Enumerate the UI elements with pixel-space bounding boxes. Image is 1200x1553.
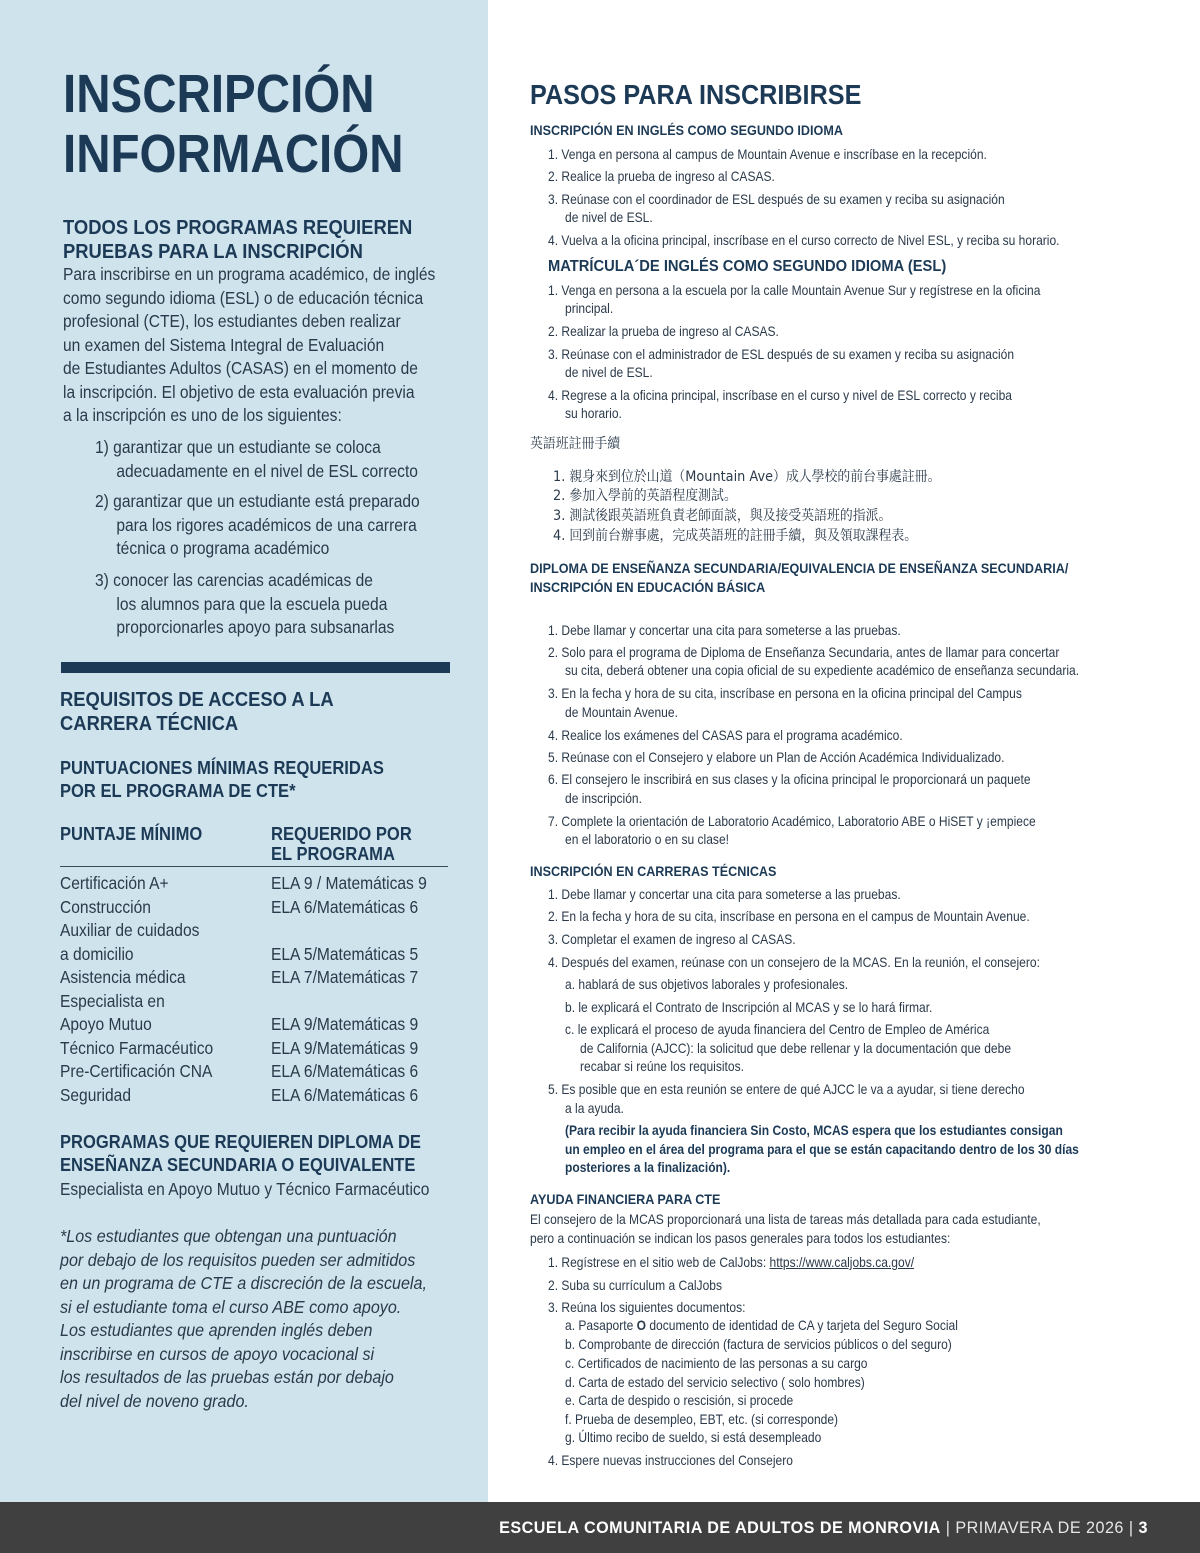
objective-line: proporcionarles apoyo para subsanarlas	[116, 617, 395, 637]
table-cell-score: ELA 7/Matemáticas 7	[271, 967, 419, 987]
table-cell-score: ELA 9/Matemáticas 9	[271, 1037, 419, 1058]
footer-season: | PRIMAVERA DE 2026 |	[945, 1518, 1134, 1537]
paragraph-line: a la inscripción es uno de los siguientes:	[63, 405, 342, 425]
caljobs-link[interactable]: https://www.caljobs.ca.gov/	[769, 1254, 915, 1270]
diploma-heading	[60, 1131, 421, 1177]
careers-substep: c. le explicará el proceso de ayuda financiera del Centro de Empleo de América	[565, 1021, 990, 1037]
esl-step: 3. Reúnase con el coordinador de ESL después de su examen y reciba su asignación	[548, 191, 1005, 207]
careers-bold-note: un empleo en el área del programa para el que se están capacitando dentro de los 30 días	[565, 1141, 1079, 1157]
table-cell-score: ELA 5/Matemáticas 5	[271, 943, 419, 964]
scores-heading-line1: PUNTUACIONES MÍNIMAS REQUERIDAS	[60, 758, 384, 778]
testing-heading-line2: PRUEBAS PARA LA INSCRIPCIÓN	[63, 241, 363, 263]
objective-line: 3) conocer las carencias académicas de	[95, 570, 373, 590]
esl-step: 4. Vuelva a la oficina principal, inscríbase en el curso correcto de Nivel ESL, y reciba su horario.	[548, 232, 1060, 248]
cte-heading	[60, 688, 334, 736]
table-cell-score: ELA 9/Matemáticas 9	[271, 1014, 419, 1034]
steps-title: PASOS PARA INSCRIBIRSE	[530, 79, 862, 110]
aid-doc-or: O	[636, 1317, 646, 1333]
table-cell-score: ELA 9 / Matemáticas 9	[271, 873, 427, 893]
matricula-step: de nivel de ESL.	[565, 364, 653, 380]
matricula-step: 4. Regrese a la oficina principal, inscríbase en el curso y nivel de ESL correcto y reciba	[548, 387, 1012, 403]
table-cell-score: ELA 6/Matemáticas 6	[271, 1061, 419, 1081]
paragraph-line: un examen del Sistema Integral de Evaluación	[63, 334, 385, 355]
aid-doc-text: a. Pasaporte	[565, 1317, 637, 1333]
careers-bold-note: posteriores a la finalización).	[565, 1159, 731, 1175]
aid-doc	[565, 1316, 958, 1334]
hs-heading-line1: DIPLOMA DE ENSEÑANZA SECUNDARIA/EQUIVALENCIA DE ENSEÑANZA SECUNDARIA/	[530, 560, 1069, 576]
scores-heading	[60, 757, 384, 803]
diploma-programs: Especialista en Apoyo Mutuo y Técnico Farmacéutico	[60, 1179, 430, 1199]
page-title-line1: INSCRIPCIÓN	[63, 64, 375, 124]
aid-step-1-text: 1. Regístrese en el sitio web de CalJobs:	[548, 1254, 770, 1270]
careers-step: 2. En la fecha y hora de su cita, inscríbase en persona en el campus de Mountain Avenue.	[548, 908, 1030, 924]
footnote-line: inscribirse en cursos de apoyo vocacional si	[60, 1343, 375, 1364]
hs-step: 6. El consejero le inscribirá en sus clases y la oficina principal le proporcionará un paquete	[548, 771, 1031, 787]
chinese-step: 1. 親身來到位於山道（Mountain Ave）成人學校的前台事處註冊。	[553, 469, 941, 485]
matricula-step: principal.	[565, 300, 614, 316]
objective-line: adecuadamente en el nivel de ESL correcto	[116, 460, 418, 481]
careers-step: a la ayuda.	[565, 1100, 624, 1116]
paragraph-line: Para inscribirse en un programa académico, de inglés	[63, 264, 436, 284]
hs-step: 7. Complete la orientación de Laboratorio Académico, Laboratorio ABE o HiSET y ¡empiece	[548, 813, 1036, 829]
table-header-program-line1: REQUERIDO POR	[271, 824, 412, 844]
esl-step: 2. Realice la prueba de ingreso al CASAS.	[548, 168, 775, 184]
esl-heading: INSCRIPCIÓN EN INGLÉS COMO SEGUNDO IDIOMA	[530, 122, 843, 138]
objective-2	[95, 490, 420, 561]
footer-text	[499, 1517, 1148, 1539]
table-cell-program: Especialista en	[60, 990, 165, 1011]
footnote-line: en un programa de CTE a discreción de la escuela,	[60, 1273, 427, 1293]
hs-step: de inscripción.	[565, 790, 642, 806]
aid-doc: d. Carta de estado del servicio selectivo ( solo hombres)	[565, 1374, 865, 1390]
table-header-program	[271, 824, 412, 864]
footnote-line: *Los estudiantes que obtengan una puntuación	[60, 1226, 397, 1246]
page-number: 3	[1138, 1518, 1148, 1537]
table-cell-score: ELA 6/Matemáticas 6	[271, 1084, 419, 1105]
table-cell-program: Técnico Farmacéutico	[60, 1037, 214, 1058]
aid-doc: b. Comprobante de dirección (factura de servicios públicos o del seguro)	[565, 1336, 952, 1352]
footnote	[60, 1225, 427, 1413]
aid-intro: pero a continuación se indican los pasos generales para todos los estudiantes:	[530, 1230, 951, 1246]
esl-step: 1. Venga en persona al campus de Mountain Avenue e inscríbase en la recepción.	[548, 146, 987, 162]
hs-heading-line2: INSCRIPCIÓN EN EDUCACIÓN BÁSICA	[530, 579, 766, 595]
footnote-line: por debajo de los requisitos pueden ser admitidos	[60, 1249, 416, 1270]
careers-substep: b. le explicará el Contrato de Inscripción al MCAS y se lo hará firmar.	[565, 999, 933, 1015]
paragraph-line: como segundo idioma (ESL) o de educación técnica	[63, 287, 424, 308]
aid-intro: El consejero de la MCAS proporcionará una lista de tareas más detallada para cada estudiante,	[530, 1211, 1041, 1227]
matricula-step: 1. Venga en persona a la escuela por la calle Mountain Avenue Sur y regístrese en la oficina	[548, 282, 1041, 298]
hs-step: 5. Reúnase con el Consejero y elabore un Plan de Acción Académica Individualizado.	[548, 749, 1005, 765]
hs-step: su cita, deberá obtener una copia oficial de su expediente académico de enseñanza secundaria.	[565, 662, 1080, 678]
careers-heading: INSCRIPCIÓN EN CARRERAS TÉCNICAS	[530, 863, 777, 879]
testing-heading	[63, 216, 412, 264]
aid-step-2: 2. Suba su currículum a CalJobs	[548, 1277, 723, 1293]
aid-step-3: 3. Reúna los siguientes documentos:	[548, 1299, 746, 1315]
page-title	[63, 64, 404, 184]
footnote-line: si el estudiante toma el curso ABE como apoyo.	[60, 1296, 402, 1317]
objective-3	[95, 569, 394, 640]
table-cell-score: ELA 6/Matemáticas 6	[271, 896, 419, 917]
objective-line: los alumnos para que la escuela pueda	[116, 593, 388, 614]
hs-step: 1. Debe llamar y concertar una cita para someterse a las pruebas.	[548, 622, 901, 638]
chinese-step: 4. 回到前台辦事處，完成英語班的註冊手續，與及領取課程表。	[553, 528, 918, 544]
matricula-heading: MATRÍCULA´DE INGLÉS COMO SEGUNDO IDIOMA (ESL)	[548, 258, 947, 275]
table-cell-program: Seguridad	[60, 1084, 132, 1105]
testing-heading-line1: TODOS LOS PROGRAMAS REQUIEREN	[63, 217, 413, 239]
careers-substep: recabar si reúne los requisitos.	[580, 1058, 744, 1074]
aid-doc: f. Prueba de desempleo, EBT, etc. (si corresponde)	[565, 1411, 839, 1427]
chinese-step: 2. 參加入學前的英語程度測試。	[553, 488, 737, 504]
chinese-step: 3. 測試後跟英語班負責老師面談，與及接受英語班的指派。	[553, 508, 892, 524]
careers-step: 4. Después del examen, reúnase con un consejero de la MCAS. En la reunión, el consejero:	[548, 954, 1040, 970]
careers-step: 3. Completar el examen de ingreso al CASAS.	[548, 931, 796, 947]
aid-step-4: 4. Espere nuevas instrucciones del Consejero	[548, 1452, 793, 1468]
table-header-program-line2: EL PROGRAMA	[271, 844, 395, 864]
testing-paragraph	[63, 263, 435, 428]
careers-substep: a. hablará de sus objetivos laborales y profesionales.	[565, 976, 849, 992]
table-cell-program: Apoyo Mutuo	[60, 1014, 152, 1034]
careers-step: 1. Debe llamar y concertar una cita para someterse a las pruebas.	[548, 886, 901, 902]
page-title-line2: INFORMACIÓN	[63, 124, 404, 184]
esl-step: de nivel de ESL.	[565, 209, 653, 225]
careers-bold-note: (Para recibir la ayuda financiera Sin Costo, MCAS espera que los estudiantes consigan	[565, 1122, 1063, 1138]
objective-line: para los rigores académicos de una carrera	[116, 514, 417, 535]
matricula-step: su horario.	[565, 405, 622, 421]
table-cell-program: a domicilio	[60, 943, 134, 964]
objective-line: 1) garantizar que un estudiante se coloca	[95, 437, 381, 457]
matricula-step: 3. Reúnase con el administrador de ESL después de su examen y reciba su asignación	[548, 346, 1015, 362]
scores-heading-line2: POR EL PROGRAMA DE CTE*	[60, 781, 296, 801]
aid-step-1	[548, 1253, 914, 1271]
chinese-heading: 英語班註冊手續	[530, 436, 621, 452]
objective-1	[95, 436, 418, 483]
paragraph-line: de Estudiantes Adultos (CASAS) en el momento de	[63, 358, 418, 378]
careers-step: 5. Es posible que en esta reunión se entere de qué AJCC le va a ayudar, si tiene derecho	[548, 1081, 1025, 1097]
table-cell-program: Asistencia médica	[60, 967, 186, 987]
hs-step: 2. Solo para el programa de Diploma de Enseñanza Secundaria, antes de llamar para concertar	[548, 644, 1060, 660]
hs-step: 4. Realice los exámenes del CASAS para el programa académico.	[548, 727, 903, 743]
objective-line: técnica o programa académico	[116, 538, 330, 558]
hs-step: 3. En la fecha y hora de su cita, inscríbase en persona en la oficina principal del Campus	[548, 685, 1022, 701]
careers-substep: de California (AJCC): la solicitud que debe rellenar y la documentación que debe	[580, 1040, 1012, 1056]
paragraph-line: profesional (CTE), los estudiantes deben realizar	[63, 311, 401, 331]
aid-doc: g. Último recibo de sueldo, si está desempleado	[565, 1429, 822, 1445]
footnote-line: del nivel de noveno grado.	[60, 1390, 249, 1411]
table-cell-program: Construcción	[60, 896, 151, 917]
table-rule	[60, 866, 448, 867]
section-divider	[61, 662, 450, 673]
table-header-score: PUNTAJE MÍNIMO	[60, 824, 203, 844]
objective-line: 2) garantizar que un estudiante está preparado	[95, 491, 420, 511]
footer	[0, 1502, 1200, 1553]
aid-doc: e. Carta de despido o rescisión, si procede	[565, 1392, 794, 1408]
footnote-line: los resultados de las pruebas están por debajo	[60, 1367, 394, 1387]
table-cell-program: Pre-Certificación CNA	[60, 1061, 213, 1081]
cte-heading-line1: REQUISITOS DE ACCESO A LA	[60, 689, 334, 711]
hs-step: de Mountain Avenue.	[565, 704, 678, 720]
cte-heading-line2: CARRERA TÉCNICA	[60, 713, 239, 735]
hs-step: en el laboratorio o en su clase!	[565, 831, 729, 847]
footnote-line: Los estudiantes que aprenden inglés deben	[60, 1320, 373, 1340]
paragraph-line: la inscripción. El objetivo de esta evaluación previa	[63, 381, 415, 402]
aid-heading: AYUDA FINANCIERA PARA CTE	[530, 1191, 721, 1207]
diploma-heading-line2: ENSEÑANZA SECUNDARIA O EQUIVALENTE	[60, 1155, 416, 1175]
matricula-step: 2. Realizar la prueba de ingreso al CASAS.	[548, 323, 779, 339]
footer-school: ESCUELA COMUNITARIA DE ADULTOS DE MONROVIA	[499, 1518, 941, 1537]
aid-doc-text: documento de identidad de CA y tarjeta del Seguro Social	[645, 1317, 958, 1333]
table-cell-program: Certificación A+	[60, 873, 169, 893]
aid-doc: c. Certificados de nacimiento de las personas a su cargo	[565, 1355, 868, 1371]
table-cell-program: Auxiliar de cuidados	[60, 920, 200, 940]
diploma-heading-line1: PROGRAMAS QUE REQUIEREN DIPLOMA DE	[60, 1132, 421, 1152]
